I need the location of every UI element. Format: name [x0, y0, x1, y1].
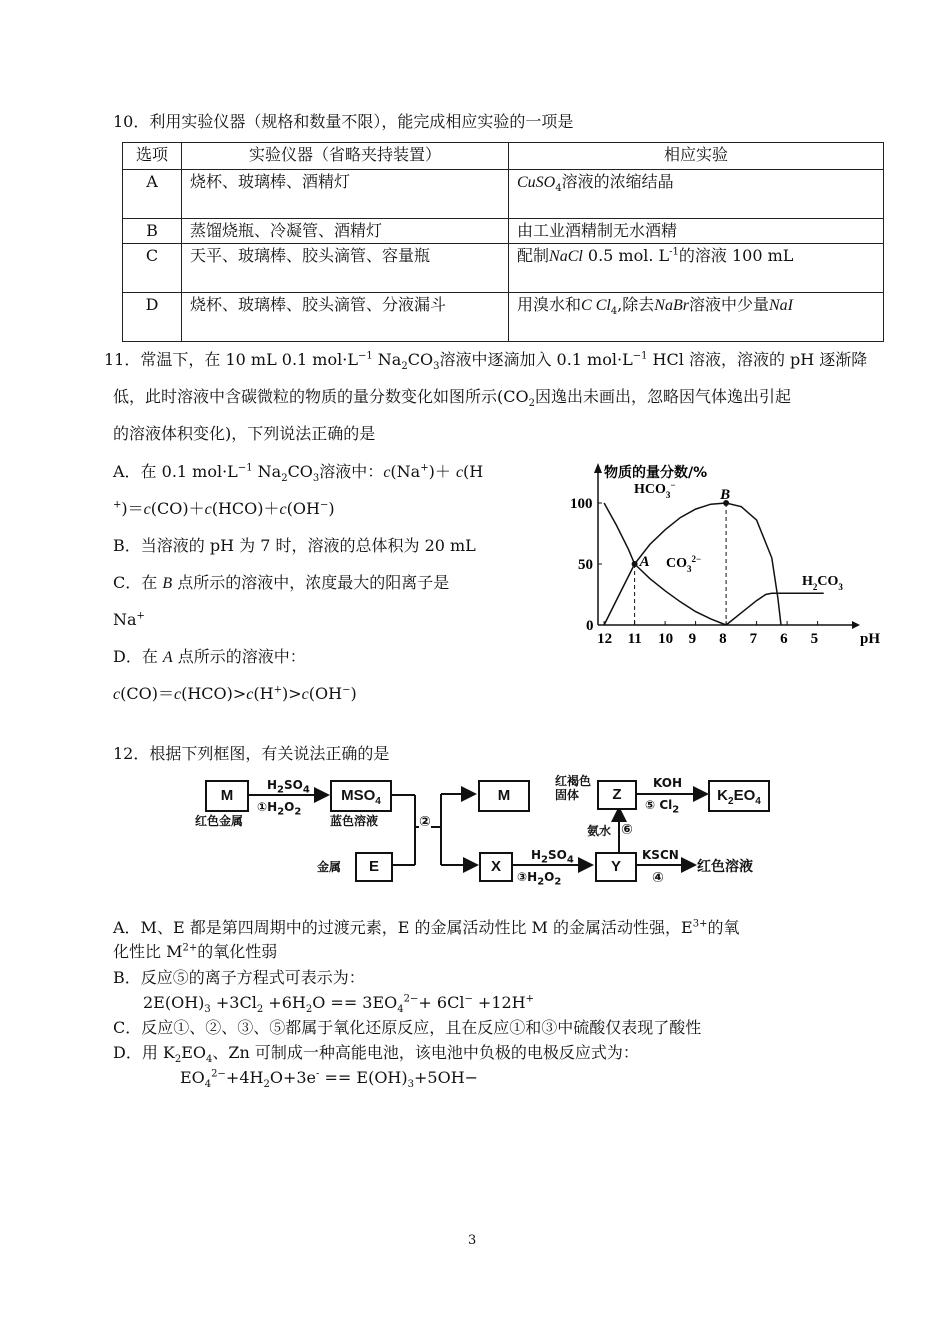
box-k2eo4: $K_2EO_4$	[708, 780, 770, 812]
label-r5: ⑤ $Cl_2$	[645, 798, 680, 816]
y-axis-title: 物质的量分数/%	[604, 465, 708, 481]
option-d: D	[123, 293, 182, 342]
table-row	[123, 170, 884, 219]
label-koh: KOH	[653, 776, 683, 790]
table-row	[123, 244, 884, 293]
x-tick-label: 5	[810, 631, 819, 647]
box-m: M	[205, 780, 249, 812]
q11-stem-line2: 低，此时溶液中含碳微粒的物质的量分数变化如图所示($CO_2$因逸出未画出，忽略因气体逸出引起	[113, 387, 791, 410]
label-kscn: KSCN	[642, 848, 679, 862]
x-tick-label: 11	[627, 631, 642, 647]
point-A	[632, 561, 638, 567]
instruments-a: 烧杯、玻璃棒、酒精灯	[182, 170, 509, 219]
q12-option-b-line1: B．反应⑤的离子方程式可表示为：	[113, 968, 365, 987]
x-tick-label: 9	[688, 631, 697, 647]
q11-stem-line1: 11．常温下，在 10 mL 0.1 $mol\cdot L^{-1}$ $Na_2CO_3$溶液中逐滴加入 0.1 $mol\cdot L^{-1}$ HCl 溶液，溶液的 pH 逐渐降	[104, 350, 868, 373]
box-e: E	[355, 852, 393, 882]
series-line-H2CO3	[726, 593, 824, 625]
option-b: B	[123, 219, 182, 244]
page-number: 3	[468, 1233, 477, 1248]
label-r1: $①H_2O_2$	[257, 800, 302, 818]
header-experiment: 相应实验	[509, 143, 884, 170]
x-tick-label: 12	[597, 631, 613, 647]
q12-option-a-line1: A．M、E 都是第四周期中的过渡元素，E 的金属活动性比 M 的金属活动性强，$E^{3+}$的氧	[113, 918, 740, 937]
series-label-co3: $CO_3^{2-}$	[666, 554, 702, 574]
x-tick-label: 7	[749, 631, 758, 647]
label-r6: ⑥	[621, 822, 633, 838]
box-z: Z	[597, 780, 637, 810]
experiment-d: 用溴水和C $Cl_4$,除去NaBr溶液中少量NaI	[509, 293, 884, 342]
header-instruments: 实验仪器（省略夹持装置）	[182, 143, 509, 170]
label-red-metal: 红色金属	[195, 814, 244, 828]
q11-option-a-line1: A．在 0.1 $mol\cdot L^{-1}$ $Na_2CO_3$溶液中：c(Na+)＋ c(H	[113, 462, 484, 485]
experiment-a: CuSO$_4$溶液的浓缩结晶	[509, 170, 884, 219]
q12-stem: 12．根据下列框图，有关说法正确的是	[113, 744, 390, 763]
y-tick-label: 0	[586, 618, 594, 634]
point-label-A: A	[639, 554, 650, 570]
instruments-d: 烧杯、玻璃棒、胶头滴管、分液漏斗	[182, 293, 509, 342]
chart-labels	[634, 480, 843, 592]
mole-fraction-chart	[560, 455, 880, 655]
point-label-B: B	[720, 487, 731, 503]
box-x: X	[479, 852, 513, 882]
option-a: A	[123, 170, 182, 219]
label-r3: $③H_2O_2$	[517, 870, 562, 888]
q10-stem: 10．利用实验仪器（规格和数量不限），能完成相应实验的一项是	[113, 112, 574, 131]
label-red-brown-solid: 红褐色 固体	[555, 774, 592, 802]
q12-option-d-line1: D．用 $K_2EO_4$、Zn 可制成一种高能电池，该电池中负极的电极反应式为：	[113, 1043, 639, 1066]
box-y: Y	[595, 852, 637, 882]
option-c: C	[123, 244, 182, 293]
instruments-c: 天平、玻璃棒、胶头滴管、容量瓶	[182, 244, 509, 293]
label-h2so4-1: $H_2SO_4$	[267, 778, 310, 796]
x-tick-label: 6	[780, 631, 788, 647]
q11-stem-line3: 的溶液体积变化)，下列说法正确的是	[113, 424, 376, 443]
q11-option-d-line2: c(CO)＝c(HCO)>c(H+)>c(OH−)	[113, 684, 357, 703]
x-axis-arrow	[852, 621, 860, 629]
experiment-b: 由工业酒精制无水酒精	[509, 219, 884, 244]
label-red-solution: 红色溶液	[697, 859, 753, 875]
q11-option-d-line1: D．在 A 点所示的溶液中：	[113, 647, 306, 666]
label-blue-solution: 蓝色溶液	[330, 814, 379, 828]
y-axis-arrow	[594, 463, 602, 473]
instruments-b: 蒸馏烧瓶、冷凝管、酒精灯	[182, 219, 509, 244]
q12-option-a-line2: 化性比 $M^{2+}$的氧化性弱	[113, 942, 278, 961]
label-r2: ②	[419, 814, 431, 830]
table-row	[123, 219, 884, 244]
q12-option-c: C．反应①、②、③、⑤都属于氧化还原反应，且在反应①和③中硫酸仅表现了酸性	[113, 1018, 702, 1037]
x-axis-label: pH	[860, 631, 880, 647]
label-h2so4-2: $H_2SO_4$	[531, 848, 574, 866]
q12-option-d-equation: $EO_4^{2-}+4H_2O+3e^- == E(OH)_3+5OH-$	[180, 1068, 479, 1091]
box-mso4: $MSO_4$	[330, 780, 392, 812]
flow-diagram	[195, 772, 770, 888]
q11-option-c-line1: C．在 B 点所示的溶液中，浓度最大的阳离子是	[113, 573, 450, 592]
q11-option-b: B．当溶液的 pH 为 7 时，溶液的总体积为 20 mL	[113, 536, 476, 555]
series-label-hco3: $HCO_3^-$	[634, 480, 676, 500]
experiment-c: 配制NaCl 0.5 mol. $L^{-1}$的溶液 100 mL	[509, 244, 884, 293]
header-option: 选项	[123, 143, 182, 170]
y-tick-label: 100	[570, 496, 593, 512]
q12-option-b-equation: $2E(OH)_3 +3Cl_2 +6H_2O == 3EO_4^{2-}+ 6Cl^- +12H^+$	[143, 993, 535, 1016]
series-line-HCO3^-	[604, 503, 781, 625]
label-r4: ④	[652, 870, 664, 886]
q11-option-c-line2: Na+	[113, 610, 145, 629]
table-row	[123, 293, 884, 342]
label-ammonia: 氨水	[587, 824, 612, 838]
x-tick-label: 10	[658, 631, 674, 647]
box-m-product: M	[478, 780, 530, 812]
y-tick-label: 50	[578, 557, 593, 573]
label-metal: 金属	[317, 860, 342, 874]
q10-table	[122, 142, 884, 342]
series-label-h2co3: $H_2CO_3$	[802, 574, 843, 592]
q11-option-a-line2: +)＝c(CO)＋c(HCO)＋c(OH−)	[113, 499, 335, 518]
chart-series	[604, 500, 824, 625]
x-tick-label: 8	[719, 631, 727, 647]
